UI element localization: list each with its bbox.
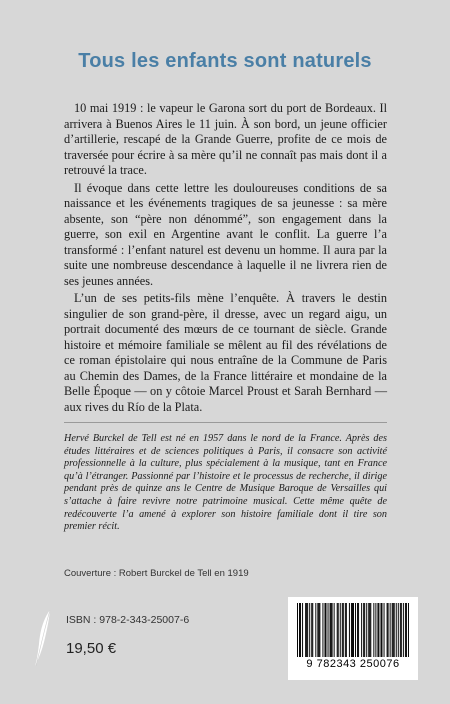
barcode-bar (311, 603, 312, 657)
barcode-bar (364, 603, 365, 657)
barcode-bar (315, 603, 316, 657)
price: 19,50 € (66, 640, 117, 657)
barcode-bar (390, 603, 391, 657)
barcode-bar (305, 603, 306, 657)
barcode (288, 597, 418, 680)
summary-paragraph: Il évoque dans cette lettre les douloureuses conditions de sa naissance et les événements tragiques de sa jeunesse : sa mère absente, son “père non dénommé”, son engagement dans la guerre, son exil en Argentine avant le conflit. La guerre l’a transformé : l’enfant naturel est devenu un homme. Il aura par la suite une nombreuse descendance à laquelle il ne livrera rien de ses jeunes années. (64, 180, 387, 288)
isbn: ISBN : 978-2-343-25007-6 (66, 614, 190, 626)
barcode-bar (342, 603, 343, 657)
barcode-bar (312, 603, 313, 657)
barcode-bar (355, 603, 356, 657)
barcode-bar (326, 603, 327, 657)
barcode-bar (387, 603, 388, 657)
barcode-bar (388, 603, 389, 657)
barcode-bar (405, 603, 406, 657)
author-bio-text: Hervé Burckel de Tell est né en 1957 dans le nord de la France. Après des études littéraires et de sciences politiques à Paris, il consacre son activité professionnelle à la culture, plus spécialement à la musique, tant en France qu’à l’étranger. Passionné par l’histoire et le processus de recherche, il dirige pendant près de quinze ans le Centre de Musique Baroque de Versailles qui s’attache à faire revivre notre patrimoine musical. Cette même quête de redécouverte l’a amené à explorer son histoire familiale dont il tire son premier récit. (64, 433, 387, 533)
barcode-bar (375, 603, 376, 657)
barcode-bar (378, 603, 379, 657)
barcode-bar (377, 603, 378, 657)
barcode-bar (330, 603, 331, 657)
barcode-bar (322, 603, 323, 657)
barcode-bar (396, 603, 397, 657)
barcode-bar (384, 603, 385, 657)
barcode-bar (373, 603, 374, 657)
barcode-bar (392, 603, 393, 657)
barcode-bar (318, 603, 319, 657)
barcode-bar (398, 603, 399, 657)
barcode-bar (340, 603, 341, 657)
barcode-bar (297, 603, 298, 657)
barcode-bar (332, 603, 333, 657)
barcode-bar (338, 603, 339, 657)
author-bio (64, 433, 387, 534)
barcode-bar (366, 603, 367, 657)
barcode-bar (401, 603, 402, 657)
barcode-bar (349, 603, 350, 657)
barcode-bar (363, 603, 364, 657)
barcode-bar (309, 603, 310, 657)
barcode-bar (408, 603, 409, 657)
barcode-bar (380, 603, 381, 657)
barcode-bar (302, 603, 303, 657)
cover-credit: Couverture : Robert Burckel de Tell en 1919 (64, 568, 249, 579)
barcode-bar (317, 603, 318, 657)
barcode-bar (352, 603, 353, 657)
back-cover-summary (64, 101, 387, 417)
barcode-bar (346, 603, 347, 657)
barcode-bar (331, 603, 332, 657)
barcode-bar (300, 603, 301, 657)
barcode-bar (343, 603, 344, 657)
barcode-bar (357, 603, 358, 657)
barcode-bar (334, 603, 335, 657)
barcode-bar (328, 603, 329, 657)
barcode-bar (324, 603, 325, 657)
barcode-bar (351, 603, 352, 657)
summary-paragraph: L’un de ses petits-fils mène l’enquête. À travers le destin singulier de son grand-père, il dresse, avec un regard aigu, un portrait documenté des mœurs de ce tournant de siècle. Grande histoire et mémoire familiale se mêlent au fil des révélations de ce roman épistolaire qui nous entraîne de la Commune de Paris au Chemin des Dames, de la France littéraire et mondaine de la Belle Époque — on y côtoie Marcel Proust et Sarah Bernhard — aux rives du Río de la Plata. (64, 291, 387, 414)
barcode-bar (369, 603, 370, 657)
barcode-bar (358, 603, 359, 657)
barcode-bar (337, 603, 338, 657)
barcode-bar (393, 603, 394, 657)
barcode-icon (297, 603, 409, 659)
barcode-bar (345, 603, 346, 657)
feather-icon (34, 608, 54, 668)
barcode-bar (319, 603, 320, 657)
barcode-bar (306, 603, 307, 657)
section-divider (64, 422, 387, 423)
book-title: Tous les enfants sont naturels (78, 50, 372, 72)
barcode-bar (406, 603, 407, 657)
barcode-bar (370, 603, 371, 657)
barcode-bar (368, 603, 369, 657)
barcode-bar (299, 603, 300, 657)
barcode-bar (400, 603, 401, 657)
barcode-number: 9 782343 250076 (306, 658, 400, 670)
barcode-bar (353, 603, 354, 657)
barcode-bar (307, 603, 308, 657)
barcode-bar (394, 603, 395, 657)
barcode-bar (361, 603, 362, 657)
barcode-bar (403, 603, 404, 657)
barcode-bar (382, 603, 383, 657)
summary-paragraph: 10 mai 1919 : le vapeur le Garona sort du port de Bordeaux. Il arrivera à Buenos Aires le 11 juin. À son bord, un jeune officier d’artillerie, rescapé de la Grande Guerre, profite de ce mois de traversée pour écrire à sa mère qu’il ne connaît pas mais dont il a retrouvé la trace. (64, 101, 387, 177)
